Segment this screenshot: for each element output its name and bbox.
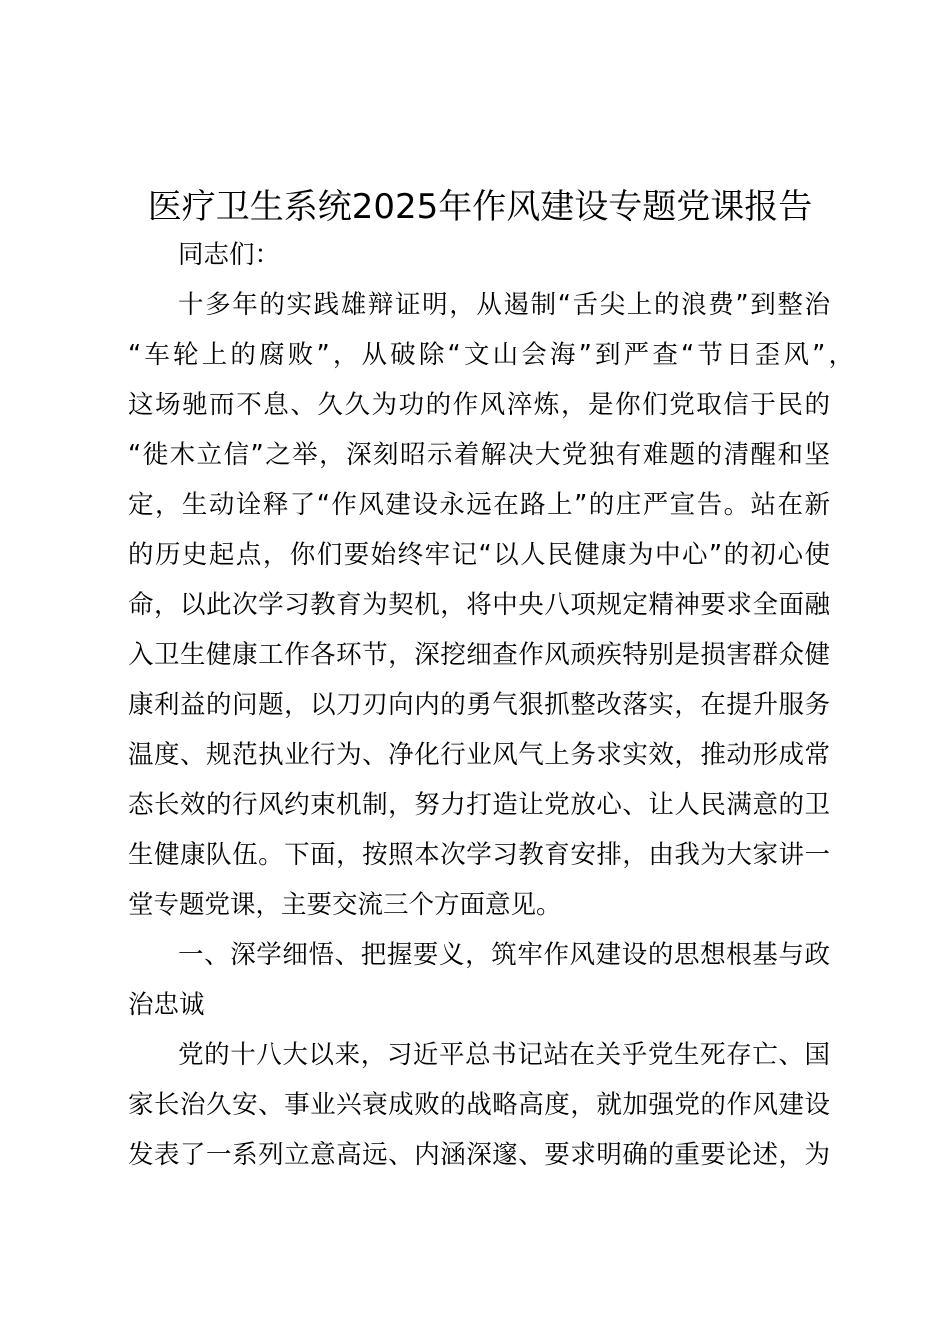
paragraph-line: “徙木立信”之举，深刻昭示着解决大党独有难题的清醒和坚: [128, 440, 830, 470]
paragraph-line: 康利益的问题，以刀刃向内的勇气狠抓整改落实，在提升服务: [128, 690, 830, 720]
paragraph-line: 发表了一系列立意高远、内涵深邃、要求明确的重要论述，为: [128, 1140, 830, 1170]
paragraph-line: 入卫生健康工作各环节，深挖细查作风顽疾特别是损害群众健: [128, 640, 830, 670]
paragraph-line: 家长治久安、事业兴衰成败的战略高度，就加强党的作风建设: [128, 1090, 830, 1120]
salutation: 同志们：: [178, 240, 281, 270]
document-title: 医疗卫生系统2025年作风建设专题党课报告: [147, 187, 813, 227]
paragraph-line: 这场驰而不息、久久为功的作风淬炼，是你们党取信于民的: [128, 390, 830, 420]
paragraph-line: “车轮上的腐败”，从破除“文山会海”到严查“节日歪风”，: [128, 340, 854, 370]
paragraph-line: 温度、规范执业行为、净化行业风气上务求实效，推动形成常: [128, 740, 830, 770]
paragraph-line: 生健康队伍。下面，按照本次学习教育安排，由我为大家讲一: [128, 840, 830, 870]
paragraph-line: 堂专题党课，主要交流三个方面意见。: [128, 890, 562, 920]
paragraph-line: 命，以此次学习教育为契机，将中央八项规定精神要求全面融: [128, 590, 830, 620]
section-heading: 治忠诚: [128, 990, 205, 1020]
paragraph-line: 态长效的行风约束机制，努力打造让党放心、让人民满意的卫: [128, 790, 830, 820]
paragraph-line: 党的十八大以来，习近平总书记站在关乎党生死存亡、国: [178, 1040, 830, 1070]
paragraph-line: 的历史起点，你们要始终牢记“以人民健康为中心”的初心使: [128, 540, 830, 570]
paragraph-line: 十多年的实践雄辩证明，从遏制“舌尖上的浪费”到整治: [178, 290, 830, 320]
section-heading: 一、深学细悟、把握要义，筑牢作风建设的思想根基与政: [178, 940, 830, 970]
paragraph-line: 定，生动诠释了“作风建设永远在路上”的庄严宣告。站在新: [128, 490, 830, 520]
